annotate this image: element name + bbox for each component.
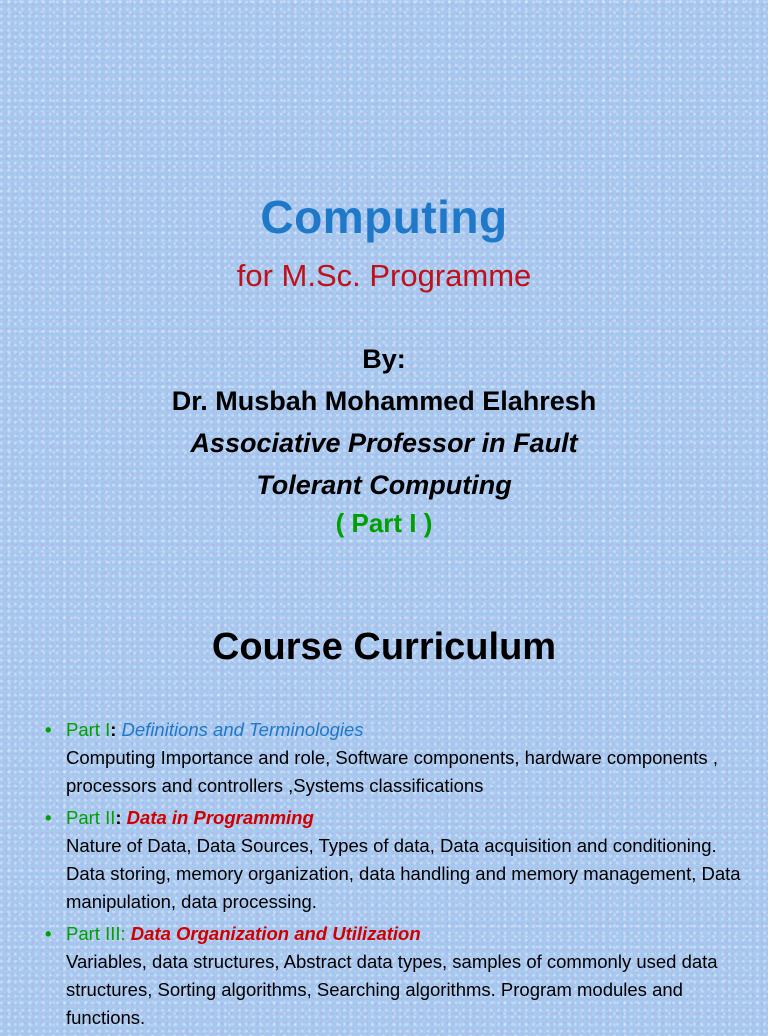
section-heading: Course Curriculum: [211, 626, 557, 668]
slide-subtitle: for M.Sc. Programme: [236, 258, 532, 293]
part-colon: :: [115, 807, 122, 828]
curriculum-list: [42, 716, 742, 1036]
bullet-icon: •: [45, 923, 52, 944]
by-label: By:: [362, 344, 406, 374]
part-title: Data in Programming: [126, 807, 314, 828]
part-label: Part I: [66, 719, 111, 740]
author-name: Dr. Musbah Mohammed Elahresh: [171, 386, 597, 416]
curriculum-item-part-2: [42, 804, 742, 916]
part-description: Computing Importance and role, Software components, hardware components , processors and controllers ,Systems classifications: [66, 747, 718, 796]
curriculum-item-part-3: [42, 920, 742, 1032]
curriculum-item-part-1: [42, 716, 742, 800]
part-description: Variables, data structures, Abstract data types, samples of commonly used data structures, Sorting algorithms, Searching algorithms. Program modules and functions.: [66, 951, 718, 1028]
part-label: Part II: [66, 807, 116, 828]
part-colon: :: [110, 719, 117, 740]
part-tag: ( Part I ): [335, 508, 433, 538]
part-title: Data Organization and Utilization: [130, 923, 421, 944]
author-block: [0, 338, 768, 506]
author-role-line-2: Tolerant Computing: [256, 470, 512, 500]
author-role-line-1: Associative Professor in Fault: [190, 428, 578, 458]
part-title: Definitions and Terminologies: [121, 719, 364, 740]
slide-title: Computing: [260, 191, 508, 243]
bullet-icon: •: [45, 719, 52, 740]
bullet-icon: •: [45, 807, 52, 828]
part-description: Nature of Data, Data Sources, Types of data, Data acquisition and conditioning. Data storing, memory organization, data handling and memory management, Data manipulation, data processing.: [66, 835, 741, 912]
part-label: Part III:: [66, 923, 126, 944]
